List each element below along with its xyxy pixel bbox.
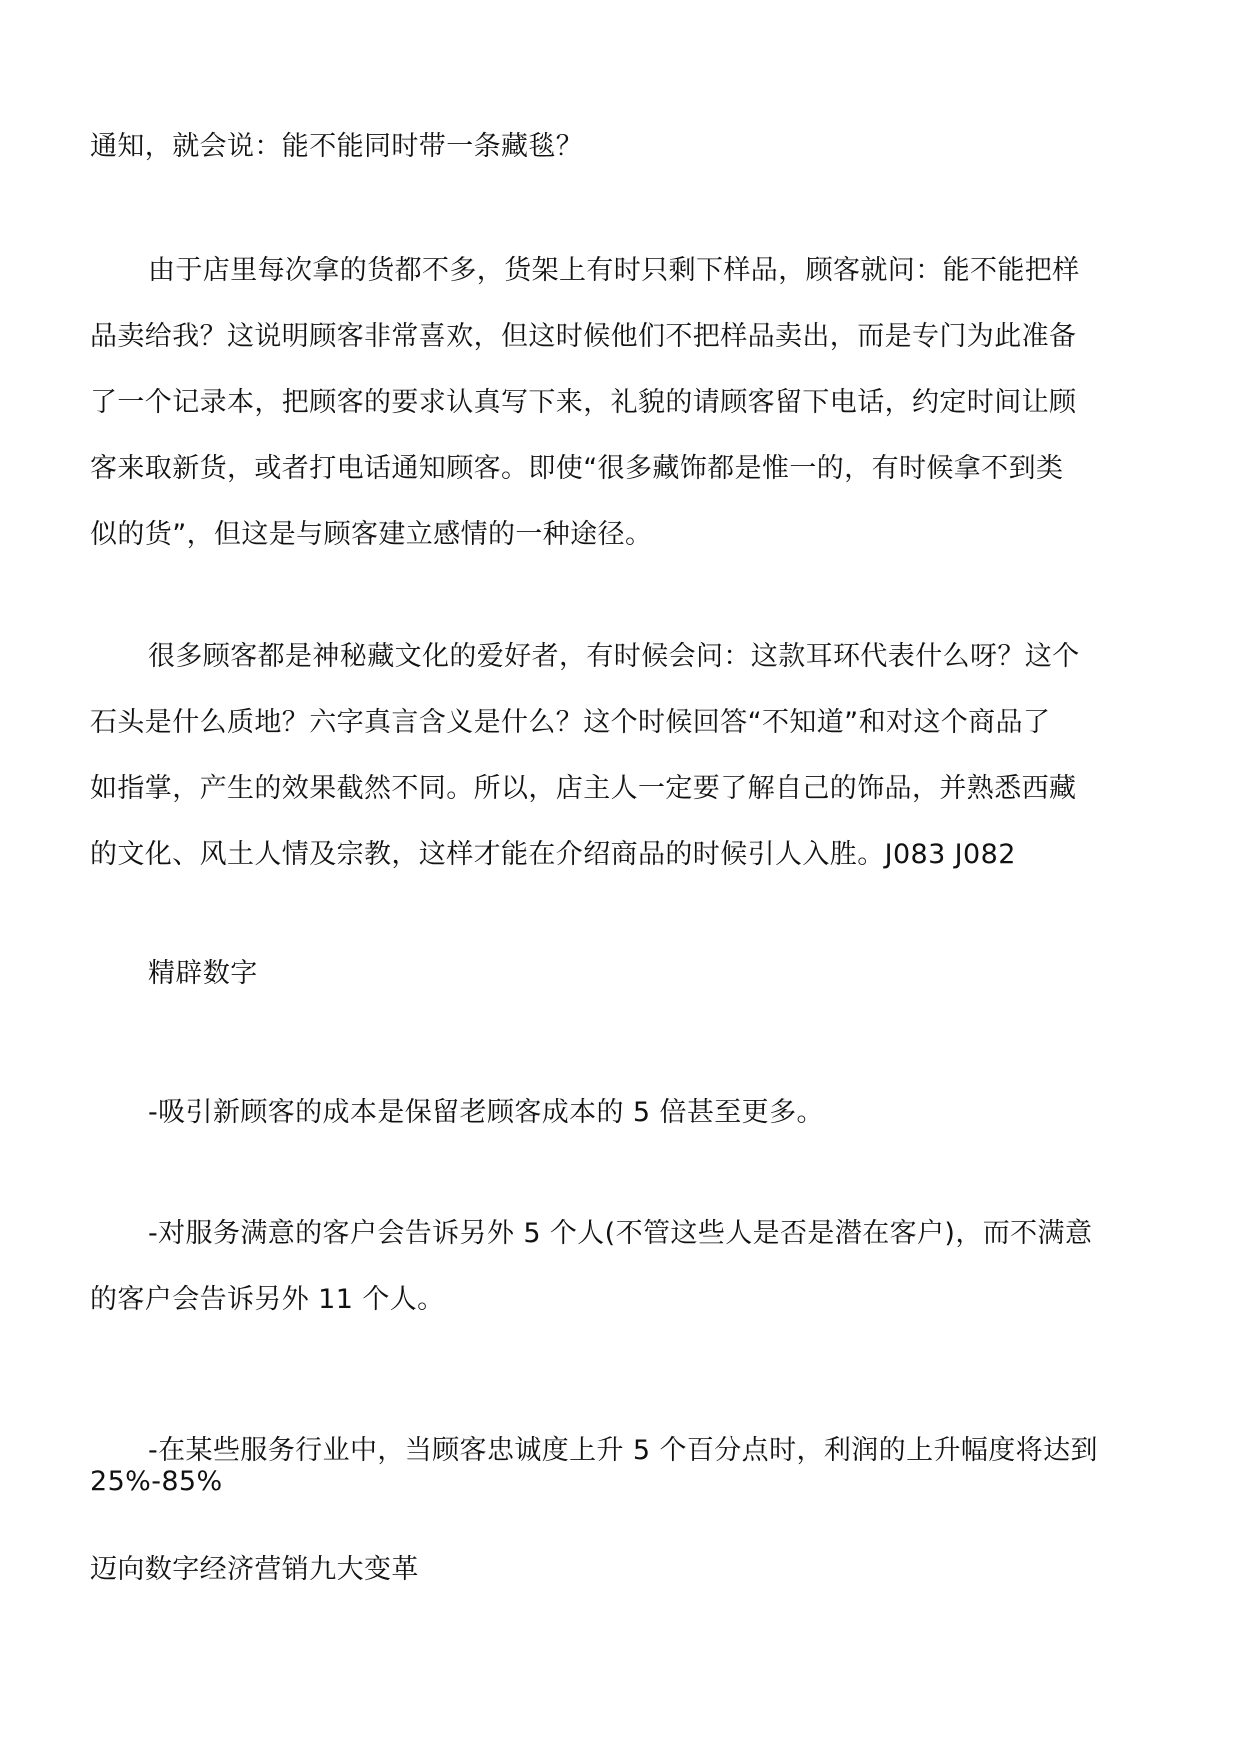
text-line: 石头是什么质地？六字真言含义是什么？这个时候回答“不知道”和对这个商品了 <box>90 707 1051 738</box>
text-line: 的客户会告诉另外 11 个人。 <box>90 1284 445 1315</box>
paragraph-continuation <box>90 114 1150 180</box>
text-line: 25%-85% <box>90 1466 223 1497</box>
bullet-loyalty-profit-continued <box>90 1449 1150 1515</box>
text-line: 了一个记录本，把顾客的要求认真写下来，礼貌的请顾客留下电话，约定时间让顾 <box>90 387 1077 418</box>
section-heading-key-numbers <box>90 941 1150 1007</box>
text-line: 似的货”，但这是与顾客建立感情的一种途径。 <box>90 519 653 550</box>
text-line: -在某些服务行业中，当顾客忠诚度上升 5 个百分点时，利润的上升幅度将达到 <box>148 1435 1098 1466</box>
text-line: -对服务满意的客户会告诉另外 5 个人(不管这些人是否是潜在客户)，而不满意 <box>148 1218 1093 1249</box>
text-line: 品卖给我？这说明顾客非常喜欢，但这时候他们不把样品卖出，而是专门为此准备 <box>90 321 1077 352</box>
text-line: 客来取新货，或者打电话通知顾客。即使“很多藏饰都是惟一的，有时候拿不到类 <box>90 453 1064 484</box>
text-line: 迈向数字经济营销九大变革 <box>90 1554 419 1585</box>
text-line: 的文化、风土人情及宗教，这样才能在介绍商品的时候引人入胜。J083 J082 <box>90 839 1016 870</box>
text-line: 如指掌，产生的效果截然不同。所以，店主人一定要了解自己的饰品，并熟悉西藏 <box>90 773 1077 804</box>
text-line: 通知，就会说：能不能同时带一条藏毯？ <box>90 131 584 162</box>
paragraph-sample-sales <box>90 238 1150 568</box>
text-line: 由于店里每次拿的货都不多，货架上有时只剩下样品，顾客就问：能不能把样 <box>148 255 1080 286</box>
section-heading-digital-economy <box>90 1537 1150 1603</box>
paragraph-tibetan-culture <box>90 624 1150 888</box>
bullet-acquisition-cost <box>90 1080 1150 1146</box>
text-line: -吸引新顾客的成本是保留老顾客成本的 5 倍甚至更多。 <box>148 1097 824 1128</box>
text-line: 很多顾客都是神秘藏文化的爱好者，有时候会问：这款耳环代表什么呀？这个 <box>148 641 1080 672</box>
text-line: 精辟数字 <box>148 958 258 989</box>
bullet-word-of-mouth <box>90 1201 1150 1333</box>
